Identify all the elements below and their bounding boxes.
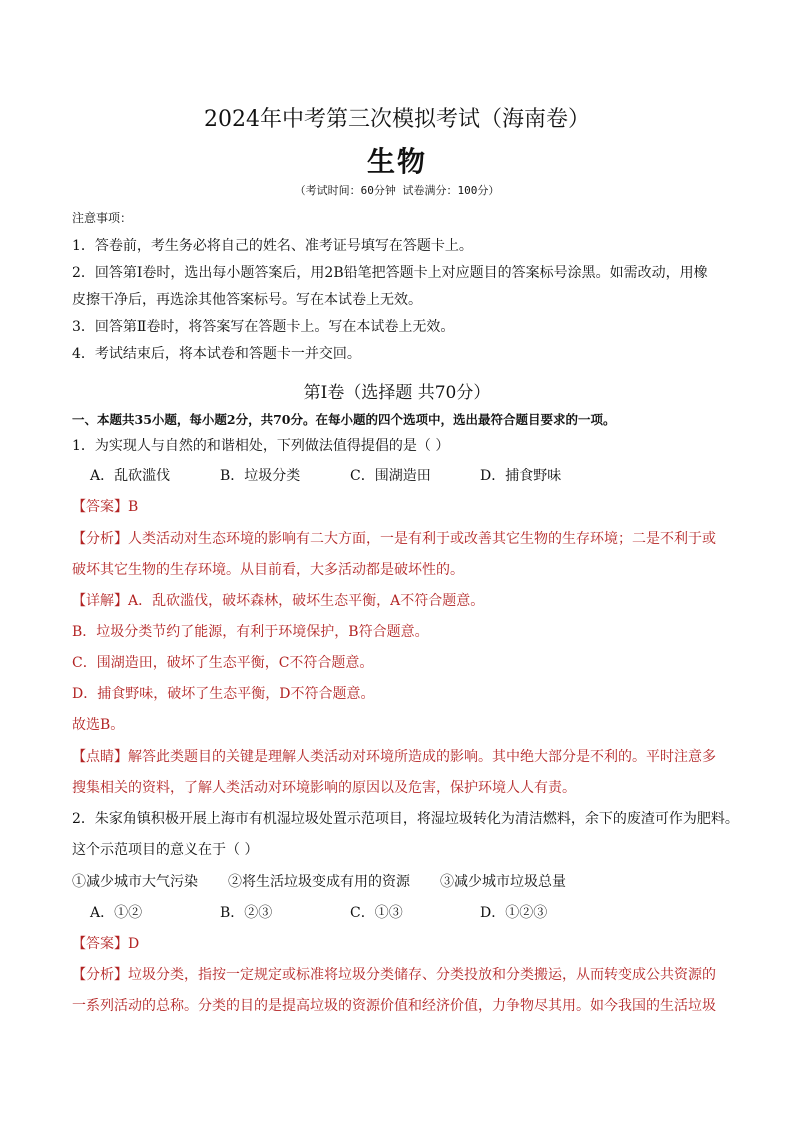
question-2-statements <box>72 872 596 892</box>
option-a: A．乱砍滥伐 <box>90 468 171 484</box>
question-1-answer: 【答案】B <box>72 499 139 515</box>
question-2-stem: 这个示范项目的意义在于（ ） <box>72 842 259 858</box>
option-d: D．①②③ <box>480 905 548 921</box>
option-b: B．垃圾分类 <box>220 468 301 484</box>
question-2-stem: 2．朱家角镇积极开展上海市有机湿垃圾处置示范项目，将湿垃圾转化为清洁燃料，余下的废渣可作为肥料。 <box>72 811 739 827</box>
question-2-analysis: 【分析】垃圾分类，指按一定规定或标准将垃圾分类储存、分类投放和分类搬运，从而转变成公共资源的 <box>72 967 716 983</box>
exam-title: 2024年中考第三次模拟考试（海南卷） <box>204 107 590 132</box>
question-2-answer: 【答案】D <box>72 936 140 952</box>
exam-info: （考试时间：60分钟 试卷满分：100分） <box>294 184 500 197</box>
question-1-choose: 故选B。 <box>72 717 125 733</box>
statement-3: ③减少城市垃圾总量 <box>440 874 566 890</box>
option-d: D．捕食野味 <box>480 468 562 484</box>
option-b: B．②③ <box>220 905 273 921</box>
notes-item: 4．考试结束后，将本试卷和答题卡一并交回。 <box>72 346 361 362</box>
question-1-stem: 1．为实现人与自然的和谐相处，下列做法值得提倡的是（ ） <box>72 438 450 454</box>
question-1-tip: 搜集相关的资料，了解人类活动对环境影响的原因以及危害，保护环境人人有责。 <box>72 780 576 796</box>
statement-2: ②将生活垃圾变成有用的资源 <box>228 874 410 890</box>
statement-1: ①减少城市大气污染 <box>72 874 198 890</box>
question-1-detail: 【详解】A．乱砍滥伐，破坏森林，破坏生态平衡，A不符合题意。 <box>72 593 485 609</box>
question-1-options <box>90 466 610 486</box>
question-1-detail: D．捕食野味，破坏了生态平衡，D不符合题意。 <box>72 686 375 702</box>
option-c: C．围湖造田 <box>350 468 431 484</box>
option-a: A．①② <box>90 905 143 921</box>
question-1-detail: C．围湖造田，破坏了生态平衡，C不符合题意。 <box>72 655 374 671</box>
question-1-tip: 【点睛】解答此类题目的关键是理解人类活动对环境所造成的影响。其中绝大部分是不利的。平时注意多 <box>72 749 716 765</box>
option-c: C．①③ <box>350 905 403 921</box>
section-instruction: 一、本题共35小题，每小题2分，共70分。在每小题的四个选项中，选出最符合题目要求的一项。 <box>72 412 616 427</box>
notes-item: 2．回答第Ⅰ卷时，选出每小题答案后，用2B铅笔把答题卡上对应题目的答案标号涂黑。如需改动，用橡 <box>72 265 708 281</box>
notes-item: 1．答卷前，考生务必将自己的姓名、准考证号填写在答题卡上。 <box>72 238 473 254</box>
question-2-options <box>90 903 610 923</box>
notes-item: 3．回答第Ⅱ卷时，将答案写在答题卡上。写在本试卷上无效。 <box>72 319 455 335</box>
question-2-analysis: 一系列活动的总称。分类的目的是提高垃圾的资源价值和经济价值，力争物尽其用。如今我国的生活垃圾 <box>72 998 716 1014</box>
notes-heading: 注意事项： <box>72 211 133 225</box>
notes-item: 皮擦干净后，再选涂其他答案标号。写在本试卷上无效。 <box>72 292 422 308</box>
question-1-analysis: 【分析】人类活动对生态环境的影响有二大方面，一是有利于或改善其它生物的生存环境；二是不利于或 <box>72 531 716 547</box>
question-1-detail: B．垃圾分类节约了能源，有利于环境保护，B符合题意。 <box>72 624 429 640</box>
subject-title: 生物 <box>366 145 427 178</box>
section-title: 第Ⅰ卷（选择题 共70分） <box>303 383 491 403</box>
question-1-analysis: 破坏其它生物的生存环境。从目前看，大多活动都是破坏性的。 <box>72 562 464 578</box>
